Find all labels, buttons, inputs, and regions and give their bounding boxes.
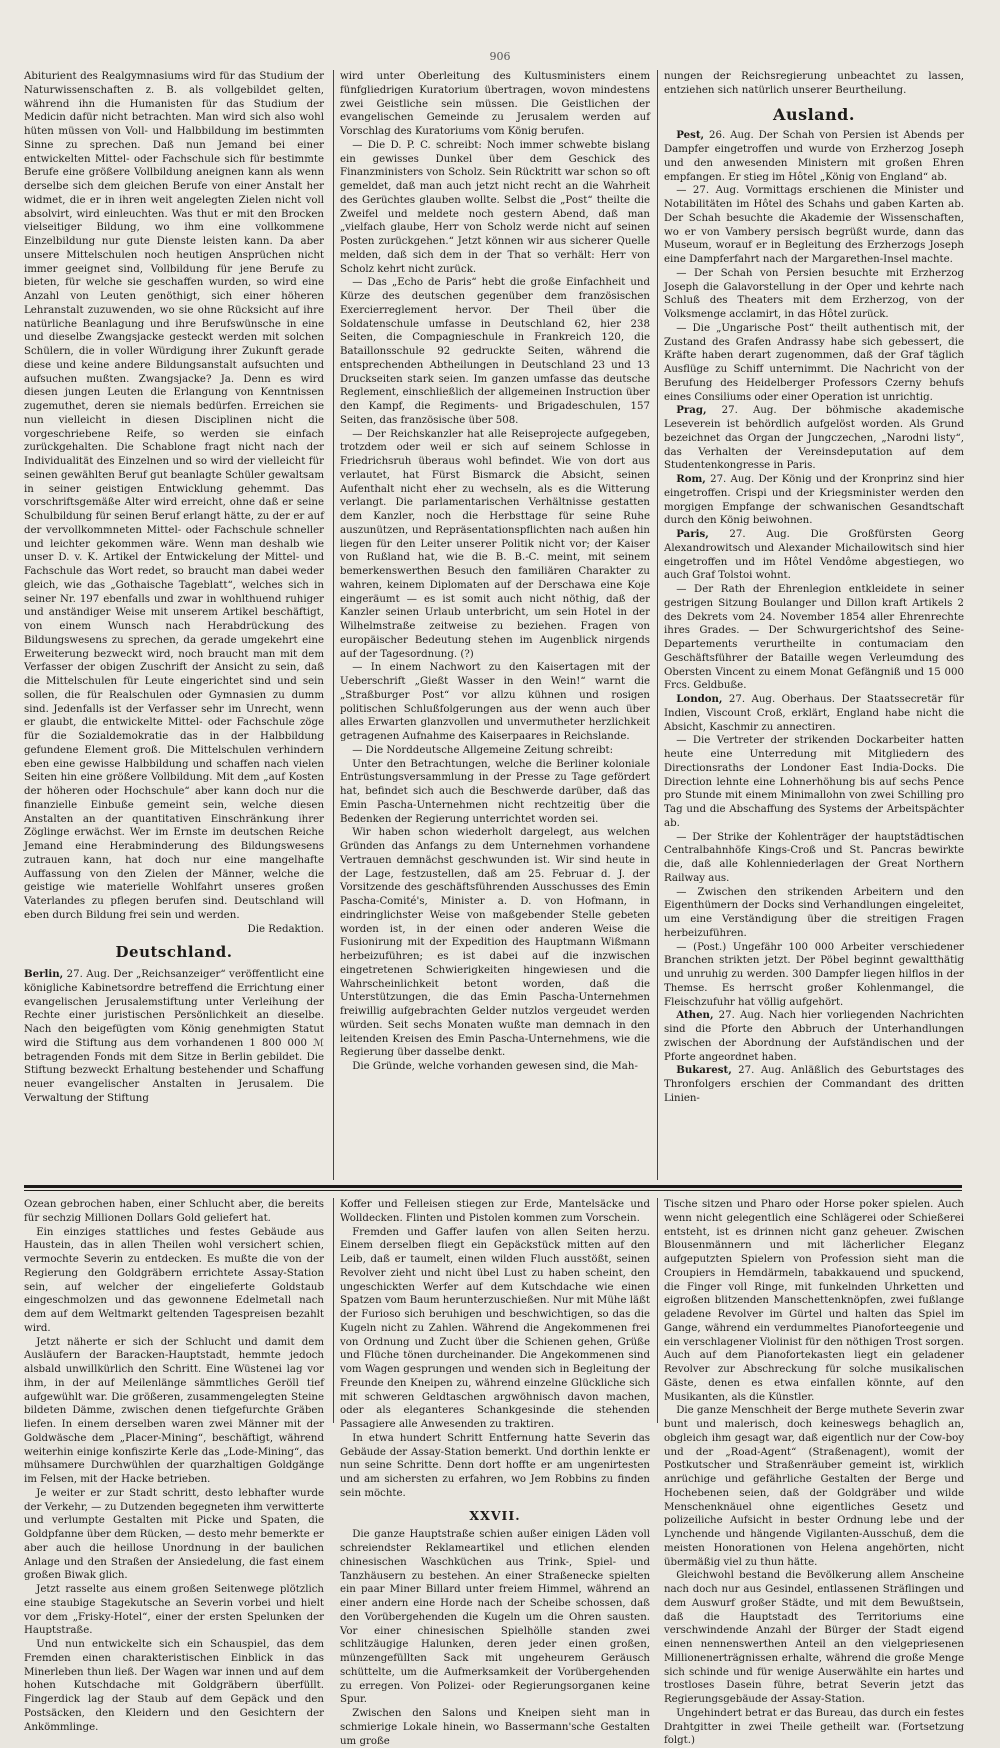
section-divider-thin	[24, 1190, 962, 1191]
place-name: Rom,	[676, 473, 706, 485]
story-paragraph: Ein einziges stattliches und festes Gebäude aus Haustein, das in allen Theilen wohl versichert schien, vermochte Severin zu entdecken. Es mußte die von der Regierung den Goldgräbern errichtete Assay-Station sein, auf welcher der eingelieferte Goldstaub eingeschmolzen und das gewonnene Edelmetall nach dem auf dem Weltmarkt geltenden Tagespreisen bezahlt wird.	[24, 1226, 324, 1334]
story-paragraph: Tische sitzen und Pharo oder Horse poker spielen. Auch wenn nicht gelegentlich eine Schlägerei oder Schießerei entsteht, ist es drinnen nicht ganz geheuer. Zwischen Blousenmännern und mit lächerlicher Eleganz aufgeputzten Spielern von Profession sieht man die Croupiers in Hemdärmeln, tabakkauend und spuckend, die Finger voll Ringe, mit funkelnden Uhrketten und eigroßen blitzenden Manschettenknöpfen, zwei fußlange geladene Revolver im Gürtel und halten das Spiel im Gange, während ein verdummeltes Pianoforteegenie und ein verschlagener Violinist für den nöthigen Trost sorgen. Auch auf dem Pianofortekasten liegt ein geladener Revolver zur Abschreckung für solche musikalischen Gäste, denen es etwa einfallen könnte, auf den Musikanten, als die Künstler.	[664, 1199, 964, 1403]
news-item: — Die Norddeutsche Allgemeine Zeitung schreibt:	[352, 744, 614, 756]
top-column-2	[340, 70, 650, 1180]
bottom-column-3	[664, 1198, 964, 1747]
news-item	[664, 404, 964, 473]
section-heading-ausland: Ausland.	[773, 104, 855, 124]
news-item: — In einem Nachwort zu den Kaisertagen mit der Ueberschrift „Gießt Wasser in den Wein!“ warnt die „Straßburger Post“ vor allzu kühnen und rosigen politischen Schlußfolgerungen aus der wenn auch über alles Erwarten glanzvollen und unvermutheter herzlichkeit getragenen Aufnahme des Kaiserpaares in Reichslande.	[340, 662, 650, 742]
news-item	[664, 1064, 964, 1105]
story-paragraph: Ozean gebrochen haben, einer Schlucht aber, die bereits für sechzig Millionen Dollars Gold geliefert hat.	[24, 1199, 324, 1224]
bottom-column-1	[24, 1198, 324, 1733]
page-number: 906	[489, 50, 511, 63]
place-name: Pest,	[676, 129, 705, 142]
column-divider	[333, 1198, 334, 1423]
news-item	[664, 267, 964, 322]
news-text: — Die Vertreter der strikenden Dockarbeiter hatten heute eine Unterredung mit Mitgliedern des Directionsraths der Londoner East India-Docks. Die Direction lehnte eine Lohnerhöhung bis auf sechs Pence pro Stunde mit einem Minimallohn von zwei Schilling pro Tag und die Abschaffung des Systems der Arbeitspächter ab.	[664, 735, 964, 829]
news-item	[664, 734, 964, 830]
top-column-1	[24, 70, 324, 1180]
news-item	[24, 968, 324, 1106]
place-name: Prag,	[676, 404, 707, 417]
news-item	[664, 583, 964, 693]
news-text: 26. Aug. Der Schah von Persien ist Abends per Dampfer eingetroffen und wurde von Erzherzog Joseph und den anwesenden Ministern mit großen Ehren empfangen. Er stieg im Hôtel „König von England“ ab.	[664, 130, 964, 183]
news-text: — Der Strike der Kohlenträger der hauptstädtischen Centralbahnhöfe Kings-Croß und St. Pancras bewirkte die, daß alle Kohlenniederlagen der Great Northern Railway aus.	[664, 831, 964, 884]
news-text: — Zwischen den strikenden Arbeitern und den Eigenthümern der Docks sind Verhandlungen eingeleitet, um eine Verständigung über die streitigen Fragen herbeizuführen.	[664, 886, 964, 939]
news-item	[664, 693, 964, 734]
news-item: — Das „Echo de Paris“ hebt die große Einfachheit und Kürze des deutschen gegenüber dem französischen Exercierreglement hervor. Der Theil über die Soldatenschule umfasse in Deutschland 62, hier 238 Seiten, die Compagnieschule in Frankreich 120, die Bataillonsschule 92 gedruckte Seiten, während die entsprechenden Abtheilungen in Deutschland 23 und 13 Druckseiten stark seien. Im ganzen umfasse das deutsche Reglement, einschließlich der allgemeinen Instruction über den Kampf, die Regiments- und Brigadeschulen, 157 Seiten, das französische über 508.	[340, 277, 650, 426]
place-name: Athen,	[676, 1009, 714, 1022]
news-item: nungen der Reichsregierung unbeachtet zu lassen, entziehen sich natürlich unserer Beurtheilung.	[664, 71, 964, 96]
news-text: 27. Aug. Der böhmische akademische Leseverein ist behördlich aufgelöst worden. Als Grund bezeichnet das Organ der Jungczechen, „Narodni listy“, das Verhalten der Vereinsdeputation auf dem Studentenkongresse in Paris.	[664, 405, 964, 472]
story-paragraph: Die ganze Menschheit der Berge muthete Severin zwar bunt und malerisch, doch keineswegs behaglich an, obgleich ihm gesagt war, daß eigentlich nur der Cow-boy und der „Road-Agent“ (Straßenagent), womit der Postkutscher und Straßenräuber gemeint ist, wirklich anrüchige und gefährliche Gestalten der Berge und Hochebenen seien, daß der Goldgräber und wilde Menschenknäuel ohne eigentliches Gesetz und polizeiliche Aufsicht in bester Ordnung lebe und der Lynchende und hängende Vigilanten-Ausschuß, dem die meisten Honorationen von Helena angehörten, nicht übermäßig viel zu thun hätte.	[664, 1405, 964, 1568]
story-paragraph: Fremden und Gaffer laufen von allen Seiten herzu. Einem derselben fliegt ein Gepäckstück mitten auf den Leib, daß er taumelt, einen wilden Fluch ausstößt, seinen Revolver zieht und nicht übel Lust zu haben scheint, den ungeschickten Werfer auf dem Kutschdache wie einen Spatzen vom Baum herunterzuschießen. Nur mit Mühe läßt der Furioso sich beruhigen und beschwichtigen, so das die Kugeln nicht zu Zahlen. Während die Angekommenen frei von Ordnung und Zucht über die Schienen gehen, Grüße und Flüche tönen durcheinander. Die Angekommenen sind vom Wagen gesprungen und wenden sich in Begleitung der Freunde den Kneipen zu, während einzelne Glückliche sich mit schweren Geldtaschen argwöhnisch davon machen, oder als eleganteres Schankgesinde die stehenden Passagiere alle Anwesenden zu traktiren.	[340, 1226, 650, 1430]
news-text: 27. Aug. Der König und der Kronprinz sind hier eingetroffen. Crispi und der Kriegsminister werden den morgigen Empfange der schwanischen Gesandtschaft durch den König beiwohnen.	[664, 474, 964, 527]
news-text: — Die „Ungarische Post“ theilt authentisch mit, der Zustand des Grafen Andrassy habe sich gebessert, die Kräfte haben derart zugenommen, daß der Graf täglich Ausflüge zu Schiff unternimmt. Die Nachricht von der Berufung des Heidelberger Professors Czerny behufs eines Consiliums oder einer Operation ist unrichtig.	[664, 322, 964, 403]
bottom-column-2	[340, 1198, 650, 1747]
news-text: — (Post.) Ungefähr 100 000 Arbeiter verschiedener Branchen strikten jetzt. Der Pöbel beginnt gewaltthätig und unruhig zu werden. 300 Dampfer liegen hilflos in der Themse. Es herrscht großer Kohlenmangel, die Fleischzufuhr hat völlig aufgehört.	[664, 941, 964, 1008]
news-text: — Der Rath der Ehrenlegion entkleidete in seiner gestrigen Sitzung Boulanger und Dillon kraft Artikels 2 des Dekrets vom 24. November 1854 aller Ehrenrechte ihres Grades. — Der Schwurgerichtshof des Seine-Departements verurtheilte in contumaciam den Geschäftsführer der Bataille wegen Verleumdung des Obersten Vincent zu einem Monat Gefängniß und 15 000 Frcs. Geldbuße.	[664, 584, 964, 692]
news-item: wird unter Oberleitung des Kultusministers einem fünfgliedrigen Kuratorium übertragen, wovon mindestens zwei Geistliche sein müssen. Die Geistlichen der evangelischen Gemeinde zu Jerusalem werden auf Vorschlag des Kuratoriums vom König berufen.	[340, 71, 650, 137]
news-text: 27. Aug. Die Großfürsten Georg Alexandrowitsch und Alexander Michailowitsch sind hier eingetroffen und im Hôtel Vendôme abgestiegen, wo auch Graf Tolstoi wohnt.	[664, 529, 964, 582]
news-item	[664, 886, 964, 941]
news-text: — 27. Aug. Vormittags erschienen die Minister und Notabilitäten im Hôtel des Schahs und gaben Karten ab. Der Schah besuchte die Akademie der Wissenschaften, wo er von Vambery persisch begrüßt wurde, dann das Museum, worauf er in Begleitung des Erzherzogs Joseph eine Dampferfahrt nach der Margarethen-Insel machte.	[664, 185, 964, 265]
news-item: Wir haben schon wiederholt dargelegt, aus welchen Gründen das Anfangs zu dem Unternehmen vorhandene Vertrauen demnächst geschwunden ist. Wir sind heute in der Lage, festzustellen, daß am 25. Februar d. J. der Vorsitzende des geschäftsführenden Ausschusses des Emin Pascha-Comité's, Minister a. D. von Hofmann, in eindringlichster Weise von maßgebender Stelle gebeten worden ist, in der einen oder anderen Weise die Fusionirung mit der Expedition des Hauptmann Wißmann herbeizuführen; es ist dabei auf die inzwischen eingetretenen Schwierigkeiten hingewiesen und die Wahrscheinlichkeit betont worden, daß die Unterstützungen, die das Emin Pascha-Unternehmen freiwillig aufgebrachten Gelder nutzlos vergeudet werden würden. Seit sechs Monaten wußte man demnach in den leitenden Kreisen des Emin Pascha-Unternehmens, wie die Regierung über dasselbe denkt.	[340, 827, 650, 1059]
story-paragraph: Die ganze Hauptstraße schien außer einigen Läden voll schreiendster Reklameartikel und etlichen elenden chinesischen Waschküchen aus Trink-, Spiel- und Tanzhäusern zu bestehen. An einer Straßenecke spielten ein paar Miner Billard unter freiem Himmel, während an einer andern eine Horde nach der Scheibe schossen, daß den Vorübergehenden die Kugeln um die Ohren sausten. Vor einer chinesischen Spielhölle standen zwei schlitzäugige Halunken, deren jeder einen großen, münzengefüllten Sack mit ungeheurem Geräusch schüttelte, um die Aufmerksamkeit der Vorübergehenden zu erregen. Von Polizei- oder Regierungsorganen keine Spur.	[340, 1529, 650, 1706]
top-column-3	[664, 70, 964, 1180]
news-text: 27. Aug. Der „Reichsanzeiger“ veröffentlicht eine königliche Kabinetsordre betreffend die Errichtung einer evangelischen Jerusalemstiftung unter Verleihung der Rechte einer juristischen Persönlichkeit an dieselbe. Nach den beigefügten vom König genehmigten Statut wird die Stiftung aus dem vorhandenen 1 800 000 ℳ betragenden Fonds mit dem Sitze in Berlin gebildet. Die Stiftung bezweckt Erhaltung bestehender und Schaffung neuer evangelischer Anstalten in Jerusalem. Die Verwaltung der Stiftung	[24, 969, 324, 1104]
news-text: — Der Schah von Persien besuchte mit Erzherzog Joseph die Galavorstellung in der Oper und kehrte nach Schluß des Theaters mit dem Erzherzog, von der Volksmenge acclamirt, in das Hôtel zurück.	[664, 267, 964, 320]
story-paragraph: Koffer und Felleisen stiegen zur Erde, Mantelsäcke und Wolldecken. Flinten und Pistolen kommen zum Vorschein.	[340, 1199, 650, 1224]
news-item	[664, 1009, 964, 1064]
story-paragraph: In etwa hundert Schritt Entfernung hatte Severin das Gebäude der Assay-Station bemerkt. Und dorthin lenkte er nun seine Schritte. Denn dort hoffte er am ungenirtesten und am sichersten zu erfahren, wo Jem Robbins zu finden sein möchte.	[340, 1432, 650, 1499]
news-item	[664, 831, 964, 886]
story-paragraph: Und nun entwickelte sich ein Schauspiel, das dem Fremden einen charakteristischen Einblick in das Minerleben thun ließ. Der Wagen war innen und auf dem hohen Kutschdache mit Goldgräbern überfüllt. Fingerdick lag der Staub auf dem Gepäck und den Postsäcken, den Kleidern und den Gesichtern der Ankömmlinge.	[24, 1639, 324, 1733]
story-paragraph: Jetzt rasselte aus einem großen Seitenwege plötzlich eine staubige Stagekutsche an Severin vorbei und hielt vor dem „Frisky-Hotel“, einer der ersten Spelunken der Hauptstraße.	[24, 1584, 324, 1637]
story-paragraph: Gleichwohl bestand die Bevölkerung allem Anscheine nach doch nur aus Gesindel, entlassenen Sträflingen und dem Auswurf großer Städte, und mit dem Bewußtsein, daß die Hauptstadt des Territoriums eine verschwindende Anzahl der Bürger der Stadt eigend einen nennenswerthen Anteil an den vielgepriesenen Millionenerträgnissen erhalte, während die große Menge sich schinde und für wenige Auserwählte ein hartes und trostloses Dasein führe, betrat Severin jetzt das Regierungsgebäude der Assay-Station.	[664, 1570, 964, 1705]
news-item: — Der Reichskanzler hat alle Reiseprojecte aufgegeben, trotzdem oder weil er sich auf seinem Schlosse in Friedrichsruh überaus wohl befindet. Wie von dort aus verlautet, hat Fürst Bismarck die Absicht, seinen Aufenthalt nicht eher zu wechseln, als es die Witterung verlangt. Die parlamentarischen Verhältnisse gestatten dem Kanzler, noch die Herbsttage für seine Ruhe auszunützen, und Repräsentationspflichten nach außen hin liegen für den Leiter unserer Politik nicht vor; der Kaiser von Rußland hat, wie die B. B.-C. meint, mit seinem bemerkenswerthen Besuch den familiären Charakter zu wahren, keinem Diplomaten auf der Derschawa eine Koje eingeräumt — es ist somit auch nicht nöthig, daß der Kanzler seinen Urlaub unterbricht, um sein Hotel in der Wilhelmstraße zeitweise zu beziehen. Fragen von europäischer Bedeutung stehen im Augenblick nirgends auf der Tagesordnung. (?)	[340, 428, 650, 660]
news-text: 27. Aug. Oberhaus. Der Staatssecretär für Indien, Viscount Croß, erklärt, England habe nicht die Absicht, Kaschmir zu annectiren.	[664, 694, 964, 733]
place-name: Berlin,	[24, 968, 64, 980]
story-paragraph: Ungehindert betrat er das Bureau, das durch ein festes Drahtgitter in zwei Theile getheilt war. (Fortsetzung folgt.)	[664, 1707, 964, 1747]
story-paragraph: Zwischen den Salons und Kneipen sieht man in schmierige Lokale hinein, wo Bassermann'sche Gestalten um große	[340, 1708, 650, 1747]
news-item	[664, 528, 964, 583]
news-item	[664, 184, 964, 267]
story-paragraph: Jetzt näherte er sich der Schlucht und damit dem Ausläufern der Baracken-Hauptstadt, hemmte jedoch alsbald unwillkürlich den Schritt. Eine Wüstenei lag vor ihm, in der auf Meilenlänge sämmtliches Geröll tief aufgewühlt war. Die größeren, zusammengelegten Steine bildeten Dämme, zwischen denen tiefgefurchte Gräben liefen. In einem derselben waren zwei Männer mit der Goldwäsche dem „Placer-Mining“, beschäftigt, während weiterhin einige konfiszirte Kerle das „Lode-Mining“, das mühsamere Durchwühlen der quarzhaltigen Goldgänge im Felsen, mit der Hacke betrieben.	[24, 1336, 324, 1485]
column-divider	[333, 70, 334, 1180]
news-item	[664, 473, 964, 528]
place-name: London,	[676, 693, 723, 705]
column-divider	[657, 70, 658, 1180]
news-item	[664, 322, 964, 405]
story-paragraph: Je weiter er zur Stadt schritt, desto lebhafter wurde der Verkehr, — zu Dutzenden begegneten ihm verwitterte und verlumpte Gestalten mit Picke und Spaten, die Goldpfanne über dem Rücken, — desto mehr bemerkte er aber auch die heillose Unordnung in der baulichen Anlage und den Straßen der Ansiedelung, die fast einem großen Biwak glich.	[24, 1487, 324, 1582]
chapter-number: XXVII.	[469, 1507, 521, 1523]
news-item	[664, 129, 964, 184]
section-heading-deutschland: Deutschland.	[115, 943, 233, 962]
place-name: Paris,	[676, 528, 709, 540]
news-item: — Die D. P. C. schreibt: Noch immer schwebte bislang ein gewisses Dunkel über dem Geschick des Finanzministers von Scholz. Sein Rücktritt war schon so oft gemeldet, daß man auch jetzt nicht recht an die Wahrheit des Gerüchtes glauben wollte. Selbst die „Post“ theilte die Zweifel und meldete noch gestern Abend, daß man „vielfach glaube, Herr von Scholz werde nicht auf seinen Posten zurückgehen.“ Jetzt können wir aus sicherer Quelle melden, daß sich dem in der That so verhält: Herr von Scholz kehrt nicht zurück.	[340, 139, 650, 275]
news-item: Die Gründe, welche vorhanden gewesen sind, die Mah-	[352, 1061, 638, 1072]
place-name: Bukarest,	[676, 1064, 732, 1077]
section-divider-thick	[24, 1185, 962, 1188]
article-paragraph: Abiturient des Realgymnasiums wird für das Studium der Naturwissenschaften z. B. als vollgebildet gelten, während ihn die Humanisten für das Studium der Medicin dafür nicht betrachten. Man wird sich also wohl hüten müssen von Voll- und Halbbildung im bestimmten Sinne zu sprechen. Daß nun Jemand bei einer entwickelten Mittel- oder Fachschule sich für bestimmte Berufe eine größere Vollbildung aneignen kann als wenn derselbe sich dem gleichen Berufe von einer Anstalt her widmet, die er in ihren weit angelegten Zielen nicht voll absolvirt, wird einleuchten. Was thut er mit den Brocken vielseitiger Bildung, wo ihm eine vollkommene Einzelbildung nur gute Dienste leisten kann. Da aber unsere Mittelschulen noch heutigen Ansprüchen nicht immer geeignet sind, Vollbildung für jene Berufe zu bieten, für welche sie geschaffen wurden, so wird eine Anzahl von Leuten genöthigt, sich einer höheren Lehranstalt zuzuwenden, wo sie ohne Rücksicht auf ihre natürliche Beanlagung und ihre Berufswünsche in eine und dieselbe Zwangsjacke gesteckt werden mit solchen Schülern, die in voller Würdigung ihrer Zukunft gerade diese und keine andere Bildungsanstalt aufsuchten und aufsuchen mußten. Zwangsjacke? Ja. Denn es wird diesen jungen Leuten die Erlangung von Kenntnissen zugemuthet, deren sie niemals bedürfen. Erreichen sie nun vielleicht in diesen Disciplinen nicht die vorgeschriebene Reife, so werden sie einfach zurückgehalten. Die Schablone fragt nicht nach der Individualität des Einzelnen und so wird der vielleicht für seinen gewählten Beruf gut beanlagte Schüler gewaltsam in seiner geistigen Entwicklung gehemmt. Das vorschriftsgemäße Alter wird erreicht, ohne daß er seine Schulbildung für seinen Beruf erlangt hätte, zu der er auf der vervollkommneten Mittel- oder Fachschule schneller und leichter gekommen wäre. Wenn man deshalb wie unser D. v. K. Artikel der Entwickelung der Mittel- und Fachschule das Wort redet, so braucht man dabei weder gleich, wie das „Gothaische Tageblatt“, welches sich in seiner Nr. 197 ebenfalls und zwar in wohlthuend ruhiger und anständiger Weise mit unserem Artikel beschäftigt, von einem Wunsch nach Herabdrückung des Bildungswesens zu sprechen, da gerade umgekehrt eine Erweiterung bezweckt wird, noch braucht man mit dem Verfasser der obigen Zuschrift der Ansicht zu sein, daß die Mittelschulen für Leute eingerichtet sind und sein sollen, die für Realschulen oder Gymnasien zu dumm sind. Jedenfalls ist der Verfasser sehr im Unrecht, wenn er glaubt, die entwickelte Mittel- oder Fachschule zöge für die Sozialdemokratie das in der Halbbildung gefundene Element groß. Die Mittelschulen verhindern eben eine gewisse Halbbildung und schaffen nach vielen Seiten hin eine größere Vollbildung. Mit dem „auf Kosten der höheren oder Hochschule“ aber kann doch nur die finanzielle Einbuße gemeint sein, welche diesen Anstalten an der quantitativen Einschränkung ihrer Zöglinge erwächst. Wer im Ernste im deutschen Reiche Jemand eine Herabminderung des Bildungswesens zutrauen kann, hat doch nur eine mangelhafte Auffassung von den Zielen der Männer, welche die geistige wie materielle Wohlfahrt unseres großen Vaterlandes zu pflegen berufen sind. Deutschland will eben durch Bildung frei sein und werden.	[24, 71, 324, 921]
column-divider	[657, 1198, 658, 1423]
news-text: 27. Aug. Anläßlich des Geburtstages des Thronfolgers erschien der Commandant des dritten Linien-	[664, 1065, 964, 1104]
news-item: Unter den Betrachtungen, welche die Berliner koloniale Entrüstungsversammlung in der Presse zu Tage gefördert hat, befindet sich auch die Beschwerde darüber, daß das Emin Pascha-Unternehmen nicht rechtzeitig über die Bedenken der Regierung unterrichtet worden sei.	[340, 758, 650, 825]
news-text: 27. Aug. Nach hier vorliegenden Nachrichten sind die Pforte den Abbruch der Unterhandlungen zwischen der Abordnung der Aufständischen und der Pforte angeordnet haben.	[664, 1010, 964, 1063]
signature: Die Redaktion.	[247, 923, 324, 935]
news-item	[664, 941, 964, 1010]
